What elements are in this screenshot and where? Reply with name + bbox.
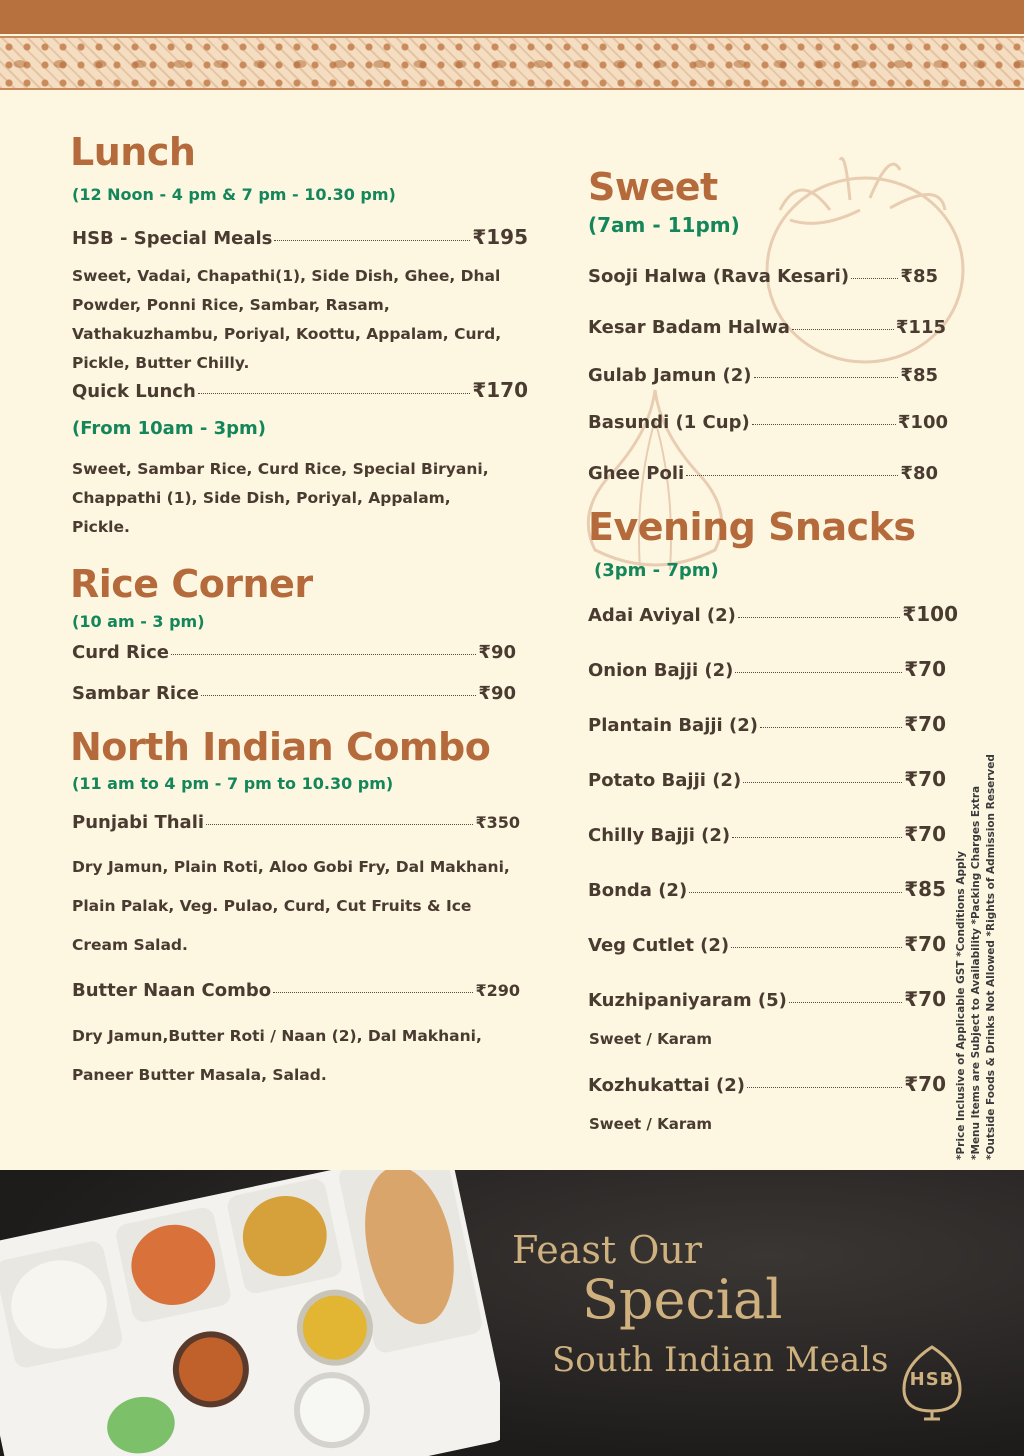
kozhukattai-variant: Sweet / Karam [589,1115,712,1133]
rice-corner-heading: Rice Corner [70,562,313,606]
menu-item-sooji-halwa: Sooji Halwa (Rava Kesari) ₹85 [588,266,938,287]
menu-item-onion-bajji: Onion Bajji (2) ₹70 [588,657,946,681]
menu-item-chilly-bajji: Chilly Bajji (2) ₹70 [588,822,946,846]
menu-item-bonda: Bonda (2) ₹85 [588,877,946,901]
menu-item-kozhukattai: Kozhukattai (2) ₹70 [588,1072,946,1096]
feast-our-text: Feast Our [512,1228,703,1272]
footer-banner [0,1170,1024,1456]
evening-snacks-heading: Evening Snacks [588,505,916,549]
item-price: ₹170 [472,378,528,402]
rice-corner-time: (10 am - 3 pm) [72,612,205,631]
menu-item-sambar-rice: Sambar Rice ₹90 [72,683,516,704]
menu-item-adai-aviyal: Adai Aviyal (2) ₹100 [588,602,958,626]
menu-item-gulab-jamun: Gulab Jamun (2) ₹85 [588,365,938,386]
menu-item-potato-bajji: Potato Bajji (2) ₹70 [588,767,946,791]
south-indian-meals-text: South Indian Meals [552,1340,889,1380]
menu-item-quick-lunch [72,378,528,402]
sweet-heading: Sweet [588,165,718,209]
north-indian-time: (11 am to 4 pm - 7 pm to 10.30 pm) [72,774,394,793]
menu-item-kuzhipaniyaram: Kuzhipaniyaram (5) ₹70 [588,987,946,1011]
menu-item-hsb-special [72,225,528,249]
sweet-time: (7am - 11pm) [588,213,740,237]
decorative-border [0,36,1024,90]
thali-plate-image [0,1170,500,1456]
lunch-time: (12 Noon - 4 pm & 7 pm - 10.30 pm) [72,185,396,204]
lunch-heading: Lunch [70,130,196,174]
disclaimer [955,754,997,1160]
quick-lunch-time: (From 10am - 3pm) [72,418,266,439]
quick-lunch-description: Sweet, Sambar Rice, Curd Rice, Special Biryani, Chappathi (1), Side Dish, Poriyal, Appalam, Pickle. [72,460,489,536]
item-price: ₹195 [472,225,528,249]
evening-snacks-time: (3pm - 7pm) [594,560,719,581]
disclaimer-line-3: *Outside Foods & Drinks Not Allowed *Rights of Admission Reserved [985,754,997,1160]
hsb-logo [902,1345,962,1421]
item-name: HSB - Special Meals [72,228,273,249]
disclaimer-line-1: *Price Inclusive of Applicable GST *Conditions Apply [955,851,967,1160]
hsb-logo-text: HSB [909,1369,955,1390]
menu-item-butter-naan-combo: Butter Naan Combo ₹290 [72,980,520,1001]
menu-item-plantain-bajji: Plantain Bajji (2) ₹70 [588,712,946,736]
kuzhipaniyaram-variant: Sweet / Karam [589,1030,712,1048]
punjabi-thali-description: Dry Jamun, Plain Roti, Aloo Gobi Fry, Dal Makhani, Plain Palak, Veg. Pulao, Curd, Cut Fruits & Ice Cream Salad. [72,858,510,954]
disclaimer-line-2: *Menu Items are Subject to Availability *Packing Charges Extra [970,785,982,1160]
special-text: Special [582,1268,783,1331]
butter-naan-description: Dry Jamun,Butter Roti / Naan (2), Dal Makhani, Paneer Butter Masala, Salad. [72,1027,482,1084]
menu-item-ghee-poli: Ghee Poli ₹80 [588,463,938,484]
menu-item-curd-rice: Curd Rice ₹90 [72,642,516,663]
menu-item-basundi: Basundi (1 Cup) ₹100 [588,412,948,433]
top-band [0,0,1024,34]
menu-item-kesar-badam-halwa: Kesar Badam Halwa ₹115 [588,317,946,338]
item-name: Quick Lunch [72,381,196,402]
menu-item-punjabi-thali: Punjabi Thali ₹350 [72,812,520,833]
north-indian-heading: North Indian Combo [70,725,491,769]
menu-item-veg-cutlet: Veg Cutlet (2) ₹70 [588,932,946,956]
hsb-special-description: Sweet, Vadai, Chapathi(1), Side Dish, Ghee, Dhal Powder, Ponni Rice, Sambar, Rasam, Vathakuzhambu, Poriyal, Koottu, Appalam, Curd, Pickle, Butter Chilly. [72,267,502,372]
